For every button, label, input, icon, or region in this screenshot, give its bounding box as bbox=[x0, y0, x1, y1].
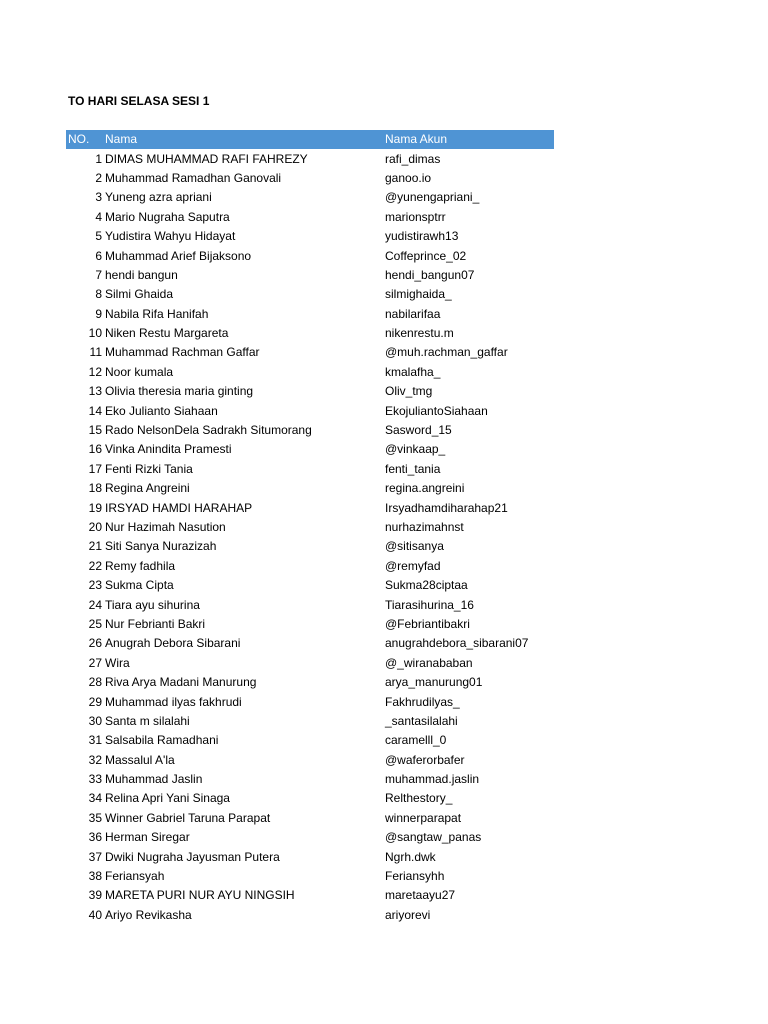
table-row bbox=[66, 149, 554, 168]
row-name: hendi bangun bbox=[105, 267, 178, 282]
row-number: 25 bbox=[88, 616, 102, 631]
row-number: 30 bbox=[88, 713, 102, 728]
row-name: Muhammad Jaslin bbox=[105, 772, 203, 787]
row-name: Riva Arya Madani Manurung bbox=[105, 675, 257, 690]
row-account: @muh.rachman_gaffar bbox=[385, 345, 508, 360]
row-name: Wira bbox=[105, 655, 130, 670]
table-row bbox=[66, 789, 554, 808]
row-number: 36 bbox=[88, 830, 102, 845]
row-account: Tiarasihurina_16 bbox=[385, 597, 474, 612]
row-account: muhammad.jaslin bbox=[385, 772, 480, 787]
table-body bbox=[66, 149, 554, 925]
table-row bbox=[66, 285, 554, 304]
row-number: 33 bbox=[88, 772, 102, 787]
header-account: Nama Akun bbox=[385, 130, 554, 149]
table-row bbox=[66, 557, 554, 576]
header-row bbox=[66, 130, 554, 149]
row-number: 13 bbox=[88, 384, 102, 399]
row-number: 18 bbox=[88, 481, 102, 496]
row-name: Nur Febrianti Bakri bbox=[105, 616, 206, 631]
row-name: Winner Gabriel Taruna Parapat bbox=[105, 810, 271, 825]
row-account: regina.angreini bbox=[385, 481, 465, 496]
table-row bbox=[66, 421, 554, 440]
row-number: 15 bbox=[88, 423, 102, 438]
row-number: 7 bbox=[95, 267, 102, 282]
table-row bbox=[66, 847, 554, 866]
row-account: Fakhrudilyas_ bbox=[385, 694, 460, 709]
row-name: Muhammad Ramadhan Ganovali bbox=[105, 170, 282, 185]
row-number: 26 bbox=[88, 636, 102, 651]
row-number: 31 bbox=[88, 733, 102, 748]
table-row bbox=[66, 324, 554, 343]
row-number: 17 bbox=[88, 461, 102, 476]
table-row bbox=[66, 208, 554, 227]
row-name: Muhammad ilyas fakhrudi bbox=[105, 694, 242, 709]
row-number: 6 bbox=[95, 248, 102, 263]
row-name: Salsabila Ramadhani bbox=[105, 733, 219, 748]
row-account: ganoo.io bbox=[385, 170, 432, 185]
row-number: 19 bbox=[88, 500, 102, 515]
row-name: Siti Sanya Nurazizah bbox=[105, 539, 217, 554]
row-name: Fenti Rizki Tania bbox=[105, 461, 193, 476]
table-row bbox=[66, 460, 554, 479]
table-row bbox=[66, 227, 554, 246]
row-account: anugrahdebora_sibarani07 bbox=[385, 636, 529, 651]
row-name: Dwiki Nugraha Jayusman Putera bbox=[105, 849, 280, 864]
row-number: 10 bbox=[88, 326, 102, 341]
row-name: Yuneng azra apriani bbox=[105, 190, 212, 205]
row-number: 21 bbox=[88, 539, 102, 554]
row-account: Sasword_15 bbox=[385, 423, 452, 438]
row-account: @sitisanya bbox=[385, 539, 444, 554]
row-account: @yunengapriani_ bbox=[385, 190, 480, 205]
row-account: ariyorevi bbox=[385, 907, 431, 922]
table-row bbox=[66, 169, 554, 188]
row-number: 1 bbox=[95, 151, 102, 166]
row-number: 12 bbox=[88, 364, 102, 379]
row-number: 32 bbox=[88, 752, 102, 767]
row-number: 29 bbox=[88, 694, 102, 709]
table-row bbox=[66, 673, 554, 692]
row-number: 24 bbox=[88, 597, 102, 612]
row-number: 37 bbox=[88, 849, 102, 864]
row-name: Sukma Cipta bbox=[105, 578, 174, 593]
row-number: 39 bbox=[88, 888, 102, 903]
table-row bbox=[66, 867, 554, 886]
row-name: Yudistira Wahyu Hidayat bbox=[105, 229, 236, 244]
row-account: hendi_bangun07 bbox=[385, 267, 475, 282]
row-account: fenti_tania bbox=[385, 461, 441, 476]
row-account: maretaayu27 bbox=[385, 888, 456, 903]
row-number: 5 bbox=[95, 229, 102, 244]
row-number: 4 bbox=[95, 209, 102, 224]
table-row bbox=[66, 440, 554, 459]
row-name: Regina Angreini bbox=[105, 481, 190, 496]
row-name: Ariyo Revikasha bbox=[105, 907, 192, 922]
row-name: IRSYAD HAMDI HARAHAP bbox=[105, 500, 253, 515]
table-row bbox=[66, 615, 554, 634]
row-name: Santa m silalahi bbox=[105, 713, 190, 728]
row-account: Sukma28ciptaa bbox=[385, 578, 468, 593]
row-number: 40 bbox=[88, 907, 102, 922]
table-row bbox=[66, 305, 554, 324]
row-account: Relthestory_ bbox=[385, 791, 453, 806]
row-number: 27 bbox=[88, 655, 102, 670]
row-account: @vinkaap_ bbox=[385, 442, 446, 457]
row-number: 8 bbox=[95, 287, 102, 302]
row-name: Relina Apri Yani Sinaga bbox=[105, 791, 230, 806]
row-name: Eko Julianto Siahaan bbox=[105, 403, 218, 418]
table-row bbox=[66, 518, 554, 537]
row-account: EkojuliantoSiahaan bbox=[385, 403, 488, 418]
row-name: MARETA PURI NUR AYU NINGSIH bbox=[105, 888, 295, 903]
row-number: 2 bbox=[95, 170, 102, 185]
row-account: @waferorbafer bbox=[385, 752, 465, 767]
table-row bbox=[66, 828, 554, 847]
table-row bbox=[66, 266, 554, 285]
row-name: Noor kumala bbox=[105, 364, 174, 379]
table-row bbox=[66, 363, 554, 382]
row-name: Massalul A'la bbox=[105, 752, 175, 767]
row-name: Olivia theresia maria ginting bbox=[105, 384, 254, 399]
table-row bbox=[66, 809, 554, 828]
row-name: Remy fadhila bbox=[105, 558, 176, 573]
row-name: Herman Siregar bbox=[105, 830, 190, 845]
row-name: Mario Nugraha Saputra bbox=[105, 209, 230, 224]
row-account: nikenrestu.m bbox=[385, 326, 454, 341]
row-account: winnerparapat bbox=[385, 810, 462, 825]
table-row bbox=[66, 770, 554, 789]
row-account: marionsptrr bbox=[385, 209, 446, 224]
row-name: DIMAS MUHAMMAD RAFI FAHREZY bbox=[105, 151, 308, 166]
table-row bbox=[66, 751, 554, 770]
row-account: @sangtaw_panas bbox=[385, 830, 482, 845]
table-row bbox=[66, 479, 554, 498]
row-number: 38 bbox=[88, 869, 102, 884]
table-row bbox=[66, 382, 554, 401]
row-number: 14 bbox=[88, 403, 102, 418]
row-account: nurhazimahnst bbox=[385, 520, 464, 534]
table-row bbox=[66, 537, 554, 556]
row-account: @remyfad bbox=[385, 558, 441, 573]
table-row bbox=[66, 654, 554, 673]
row-number: 22 bbox=[88, 558, 102, 573]
participant-table bbox=[66, 130, 554, 925]
row-name: Vinka Anindita Pramesti bbox=[105, 442, 232, 457]
row-name: Rado NelsonDela Sadrakh Situmorang bbox=[105, 423, 312, 438]
table-row bbox=[66, 906, 554, 925]
row-account: Coffeprince_02 bbox=[385, 248, 467, 263]
row-number: 16 bbox=[88, 442, 102, 457]
row-account: nabilarifaa bbox=[385, 306, 441, 321]
row-account: Oliv_tmg bbox=[385, 384, 433, 399]
row-name: Anugrah Debora Sibarani bbox=[105, 636, 241, 651]
table-row bbox=[66, 188, 554, 207]
row-account: @Febriantibakri bbox=[385, 616, 470, 631]
row-number: 3 bbox=[95, 190, 102, 205]
table-row bbox=[66, 343, 554, 362]
table-row bbox=[66, 886, 554, 905]
row-name: Nabila Rifa Hanifah bbox=[105, 306, 209, 321]
row-name: Niken Restu Margareta bbox=[105, 326, 229, 341]
table-row bbox=[66, 576, 554, 595]
sheet-title: TO HARI SELASA SESI 1 bbox=[68, 94, 210, 108]
row-number: 11 bbox=[89, 345, 102, 360]
row-account: kmalafha_ bbox=[385, 364, 441, 379]
table-row bbox=[66, 595, 554, 614]
row-account: Feriansyhh bbox=[385, 869, 445, 884]
row-account: arya_manurung01 bbox=[385, 675, 483, 690]
row-name: Nur Hazimah Nasution bbox=[105, 520, 226, 534]
table-header bbox=[66, 130, 554, 149]
row-account: yudistirawh13 bbox=[385, 229, 459, 244]
row-number: 35 bbox=[88, 810, 102, 825]
table-row bbox=[66, 401, 554, 420]
row-name: Feriansyah bbox=[105, 869, 165, 884]
row-account: caramelll_0 bbox=[385, 733, 447, 748]
row-name: Muhammad Arief Bijaksono bbox=[105, 248, 252, 263]
table-row bbox=[66, 712, 554, 731]
row-name: Tiara ayu sihurina bbox=[105, 597, 200, 612]
row-number: 9 bbox=[95, 306, 102, 321]
row-name: Muhammad Rachman Gaffar bbox=[105, 345, 260, 360]
row-account: @_wiranababan bbox=[385, 655, 473, 670]
row-account: silmighaida_ bbox=[385, 287, 452, 302]
row-account: Irsyadhamdiharahap21 bbox=[385, 500, 508, 515]
table-row bbox=[66, 634, 554, 653]
table-row bbox=[66, 498, 554, 517]
row-number: 20 bbox=[88, 520, 102, 534]
header-no: NO. bbox=[66, 130, 102, 149]
row-number: 28 bbox=[88, 675, 102, 690]
row-number: 34 bbox=[88, 791, 102, 806]
row-account: rafi_dimas bbox=[385, 151, 441, 166]
row-account: Ngrh.dwk bbox=[385, 849, 436, 864]
row-account: _santasilalahi bbox=[385, 713, 458, 728]
table-row bbox=[66, 246, 554, 265]
row-number: 23 bbox=[88, 578, 102, 593]
table-row bbox=[66, 692, 554, 711]
header-name: Nama bbox=[102, 130, 385, 149]
row-name: Silmi Ghaida bbox=[105, 287, 174, 302]
table-row bbox=[66, 731, 554, 750]
